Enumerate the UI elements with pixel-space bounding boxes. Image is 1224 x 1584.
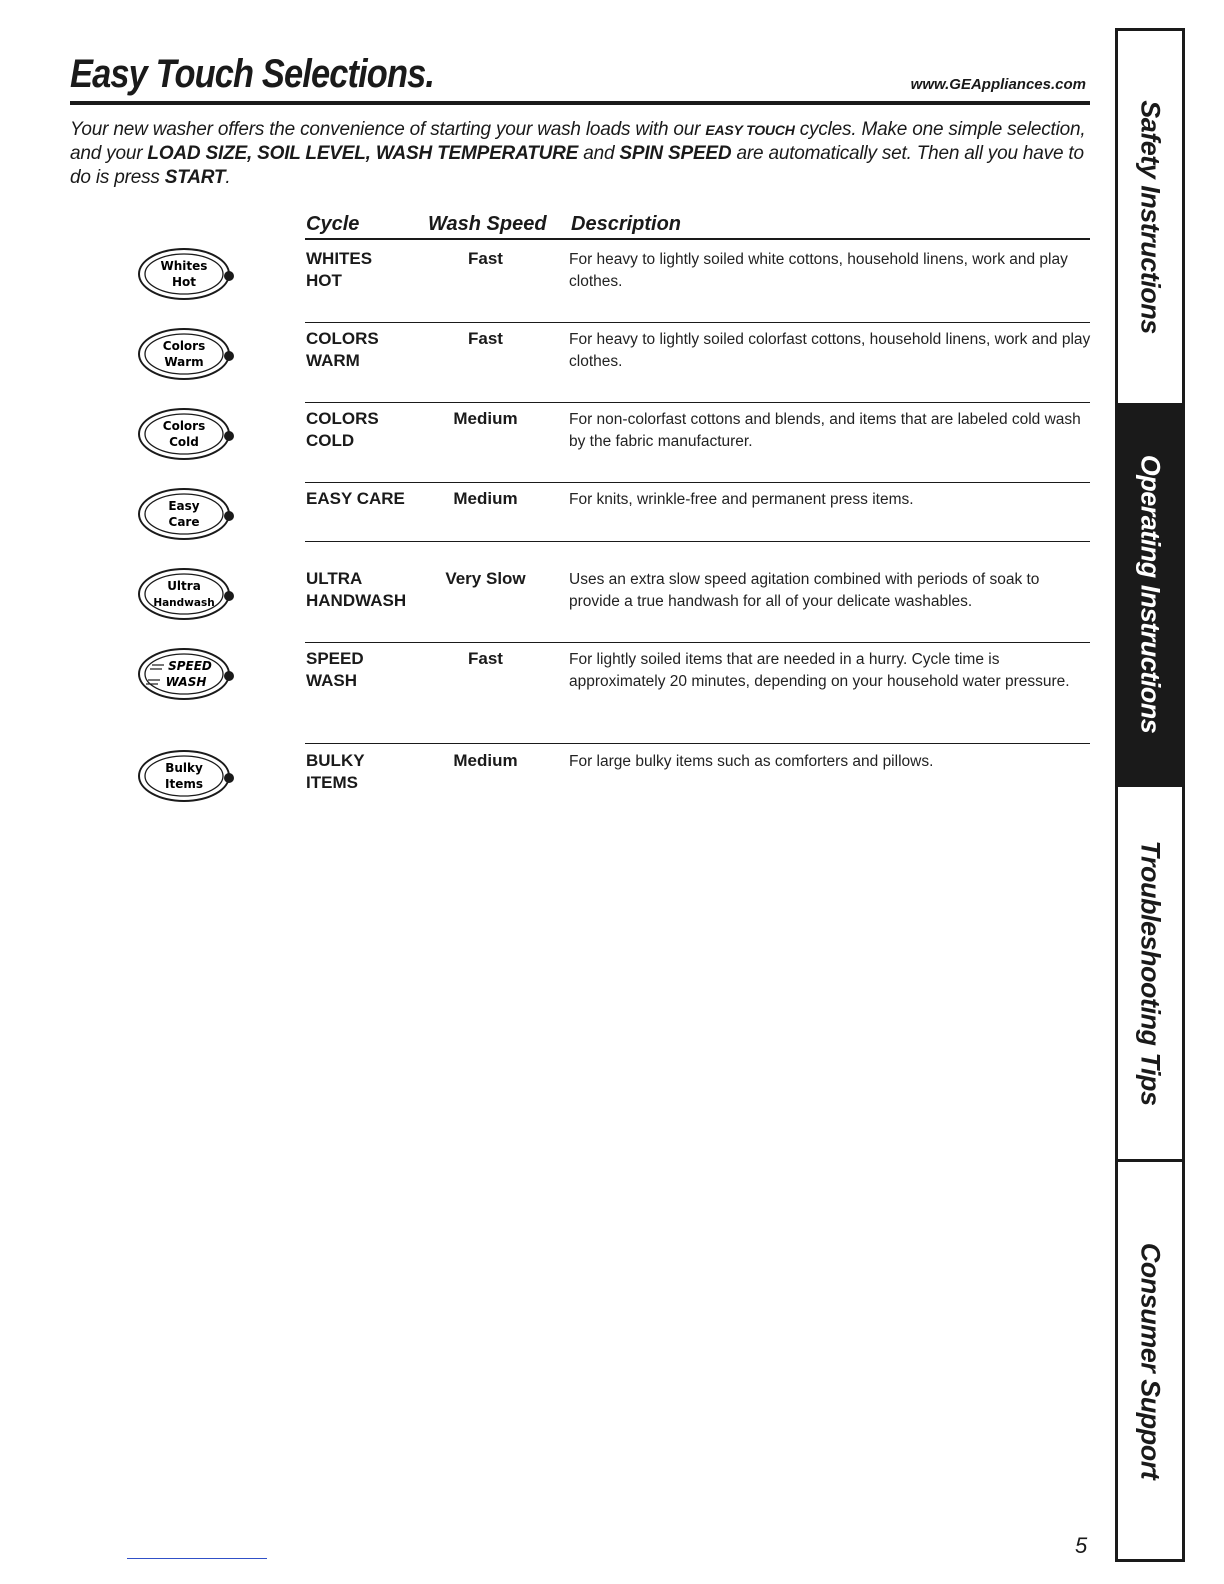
button-label-bottom: Hot [171, 275, 197, 289]
tab-label: Consumer Support [1135, 1242, 1166, 1479]
cycle-description: For heavy to lightly soiled white cottons, household linens, work and play clothes. [569, 251, 1068, 290]
button-label-bottom: Items [165, 777, 203, 791]
wash-speed: Fast [468, 649, 503, 668]
ultra-handwash-button-icon [138, 567, 238, 621]
intro-text-4: . [225, 167, 231, 188]
cycle-name [306, 648, 364, 692]
tab-operating-instructions[interactable] [1118, 403, 1182, 784]
wash-speed: Medium [453, 751, 518, 770]
header-divider [305, 238, 1090, 240]
easy-care-button-icon [138, 487, 238, 541]
column-header-wash-speed: Wash Speed [428, 213, 547, 235]
tab-consumer-support[interactable] [1118, 1162, 1182, 1559]
tab-label: Operating Instructions [1135, 454, 1166, 733]
speed-wash-button-icon [138, 647, 238, 701]
section-tabs [1115, 28, 1185, 1562]
button-label-top: Whites [160, 259, 208, 273]
whites-hot-button-icon [138, 247, 238, 301]
row-divider [305, 402, 1090, 403]
row-divider [305, 322, 1090, 323]
cycle-name [306, 248, 372, 292]
cycle-name [306, 328, 379, 372]
footer-underline [127, 1558, 267, 1559]
intro-text-1: Your new washer offers the convenience of starting your wash loads with our [70, 119, 706, 140]
tab-label: Troubleshooting Tips [1135, 840, 1166, 1106]
row-divider [305, 541, 1090, 542]
intro-text-2: cycles. Make one simple selection, and your [70, 119, 1086, 164]
cycle-name-line-2: WARM [306, 351, 360, 370]
button-label-bottom: Warm [164, 355, 204, 369]
intro-sep-2: , [365, 143, 376, 164]
cycle-name-line-2: WASH [306, 671, 357, 690]
wash-speed: Medium [453, 489, 518, 508]
cycle-name-line-1: EASY CARE [306, 489, 405, 508]
cycle-description: For large bulky items such as comforters and pillows. [569, 753, 934, 770]
cycle-name-line-1: WHITES [306, 249, 373, 268]
colors-warm-button-icon [138, 327, 238, 381]
intro-spin-speed: SPIN SPEED [619, 143, 732, 164]
wash-speed: Fast [468, 249, 503, 268]
cycle-description: For knits, wrinkle-free and permanent press items. [569, 491, 914, 508]
button-label-bottom: Cold [169, 435, 199, 449]
tab-label: Safety Instructions [1135, 100, 1166, 334]
bulky-items-button-icon [138, 749, 238, 803]
cycle-name [306, 408, 379, 452]
button-label-top: Colors [162, 419, 206, 433]
wash-speed: Fast [468, 329, 503, 348]
button-label-top: Bulky [165, 761, 203, 775]
page-number: 5 [1075, 1533, 1088, 1558]
intro-load-size: LOAD SIZE [147, 143, 247, 164]
cycle-description: Uses an extra slow speed agitation combined with periods of soak to provide a true handwash for all of your delicate washables. [569, 571, 1040, 610]
column-header-cycle: Cycle [306, 213, 360, 235]
cycle-name-line-2: HOT [306, 271, 342, 290]
cycle-description: For heavy to lightly soiled colorfast cottons, household linens, work and play clothes. [569, 331, 1091, 370]
intro-wash-temperature: WASH TEMPERATURE [375, 143, 579, 164]
cycle-name-line-1: SPEED [306, 649, 364, 668]
cycle-name-line-2: HANDWASH [306, 591, 407, 610]
button-label-bottom: Handwash [153, 597, 215, 609]
tab-safety-instructions[interactable] [1118, 31, 1182, 403]
intro-sep-3: and [578, 143, 620, 164]
column-header-description: Description [571, 213, 682, 235]
intro-brand: EASY TOUCH [705, 122, 795, 138]
page-title: Easy Touch Selections. [70, 52, 435, 96]
cycle-name-line-2: COLD [306, 431, 355, 450]
cycle-name [306, 488, 405, 510]
row-divider [305, 743, 1090, 744]
intro-text-3: are automatically set. Then all you have to do is press [70, 143, 1084, 188]
cycle-name-line-2: ITEMS [306, 773, 358, 792]
cycle-description: For lightly soiled items that are needed in a hurry. Cycle time is approximately 20 minutes, depending on your household water pressure. [569, 651, 1070, 690]
intro-soil-level: SOIL LEVEL [257, 143, 366, 164]
intro-start: START [164, 167, 226, 188]
colors-cold-button-icon [138, 407, 238, 461]
cycle-name-line-1: COLORS [306, 409, 379, 428]
button-label-top: SPEED [168, 659, 212, 673]
button-label-bottom: Care [168, 515, 200, 529]
button-label-top: Colors [162, 339, 206, 353]
cycle-name-line-1: BULKY [306, 751, 365, 770]
wash-speed: Very Slow [445, 569, 526, 588]
website-url: www.GEAppliances.com [910, 76, 1086, 93]
button-label-bottom: WASH [165, 675, 207, 689]
intro-sep-1: , [246, 143, 258, 164]
cycle-name-line-1: ULTRA [306, 569, 363, 588]
title-divider [70, 101, 1090, 105]
cycle-name-line-1: COLORS [306, 329, 379, 348]
row-divider [305, 482, 1090, 483]
button-label-top: Ultra [167, 579, 201, 593]
cycle-description: For non-colorfast cottons and blends, and items that are labeled cold wash by the fabric manufacturer. [569, 411, 1081, 450]
button-label-top: Easy [168, 499, 200, 513]
cycle-name [306, 568, 406, 612]
tab-troubleshooting-tips[interactable] [1118, 787, 1182, 1159]
intro-paragraph [70, 118, 1090, 190]
wash-speed: Medium [453, 409, 518, 428]
row-divider [305, 642, 1090, 643]
cycle-name [306, 750, 365, 794]
